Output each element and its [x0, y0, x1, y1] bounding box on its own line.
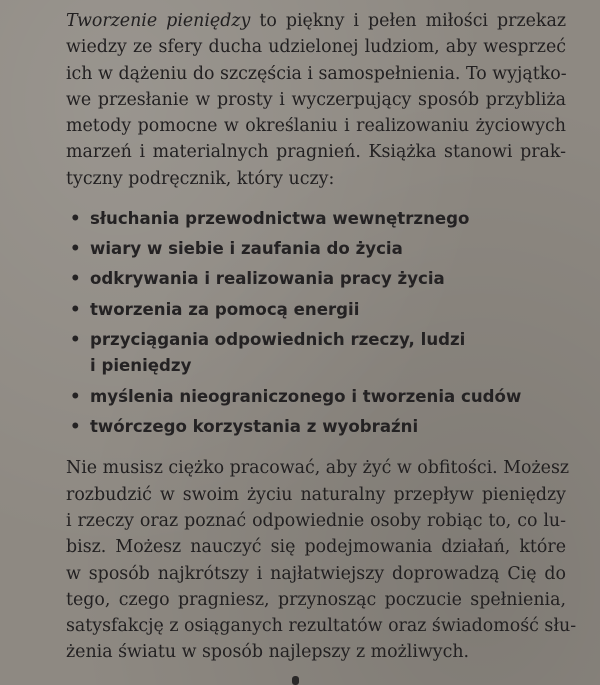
intro-line: ich w dążeniu do szczęścia i samospełnienia. To wyjątko-: [66, 63, 567, 84]
intro-line: marzeń i materialnych pragnień. Książka stanowi prak-: [66, 142, 566, 163]
list-item-text-continued: i pieniędzy: [90, 356, 192, 376]
list-item-text: myślenia nieograniczonego i tworzenia cudów: [90, 386, 522, 406]
list-item-text: odkrywania i realizowania pracy życia: [90, 269, 445, 289]
intro-line: wiedzy ze sfery ducha udzielonej ludziom, aby wesprzeć: [66, 37, 566, 58]
book-back-cover-text: [66, 8, 577, 666]
closing-line: rozbudzić w swoim życiu naturalny przepływ pieniędzy: [66, 484, 566, 505]
skills-list: [66, 206, 566, 440]
ink-mark: [292, 676, 299, 685]
list-item-text: słuchania przewodnictwa wewnętrznego: [90, 209, 470, 229]
intro-line: metody pomocne w określaniu i realizowaniu życiowych: [66, 116, 566, 137]
list-item: [66, 236, 566, 263]
list-item: [66, 266, 566, 293]
bullet-icon: •: [70, 239, 81, 259]
intro-line: tyczny podręcznik, który uczy:: [66, 168, 335, 189]
list-item: [66, 297, 566, 324]
intro-line: we przesłanie w prosty i wyczerpujący sposób przybliża: [66, 89, 566, 110]
closing-line: żenia światu w sposób najlepszy z możliwych.: [66, 642, 470, 663]
list-item: [66, 327, 566, 380]
closing-paragraph: [66, 455, 577, 665]
list-item: [66, 414, 566, 441]
bullet-icon: •: [70, 299, 81, 319]
closing-line: tego, czego pragniesz, przynosząc poczucie spełnienia,: [66, 589, 566, 610]
closing-line: bisz. Możesz nauczyć się podejmowania działań, które: [66, 537, 566, 558]
closing-line: i rzeczy oraz poznać odpowiednie osoby robiąc to, co lu-: [66, 510, 566, 531]
closing-line: Nie musisz ciężko pracować, aby żyć w obfitości. Możesz: [66, 458, 570, 479]
book-title: Tworzenie pieniędzy: [66, 11, 251, 31]
bullet-icon: •: [70, 269, 81, 289]
intro-line-1: [66, 8, 566, 34]
intro-line-1-rest: to piękny i pełen miłości przekaz: [250, 11, 566, 31]
bullet-icon: •: [70, 416, 81, 436]
bullet-icon: •: [70, 386, 81, 406]
list-item-text: wiary w siebie i zaufania do życia: [90, 239, 403, 259]
list-item-text: przyciągania odpowiednich rzeczy, ludzi: [90, 329, 466, 349]
bullet-icon: •: [70, 329, 81, 349]
closing-line: satysfakcję z osiąganych rezultatów oraz świadomość słu-: [66, 616, 577, 637]
list-item-text: tworzenia za pomocą energii: [90, 299, 360, 319]
list-item-text: twórczego korzystania z wyobraźni: [90, 416, 419, 436]
closing-line: w sposób najkrótszy i najłatwiejszy doprowadzą Cię do: [66, 563, 566, 584]
bullet-icon: •: [70, 209, 81, 229]
intro-paragraph: [66, 8, 566, 192]
list-item: [66, 206, 566, 233]
list-item: [66, 384, 566, 411]
